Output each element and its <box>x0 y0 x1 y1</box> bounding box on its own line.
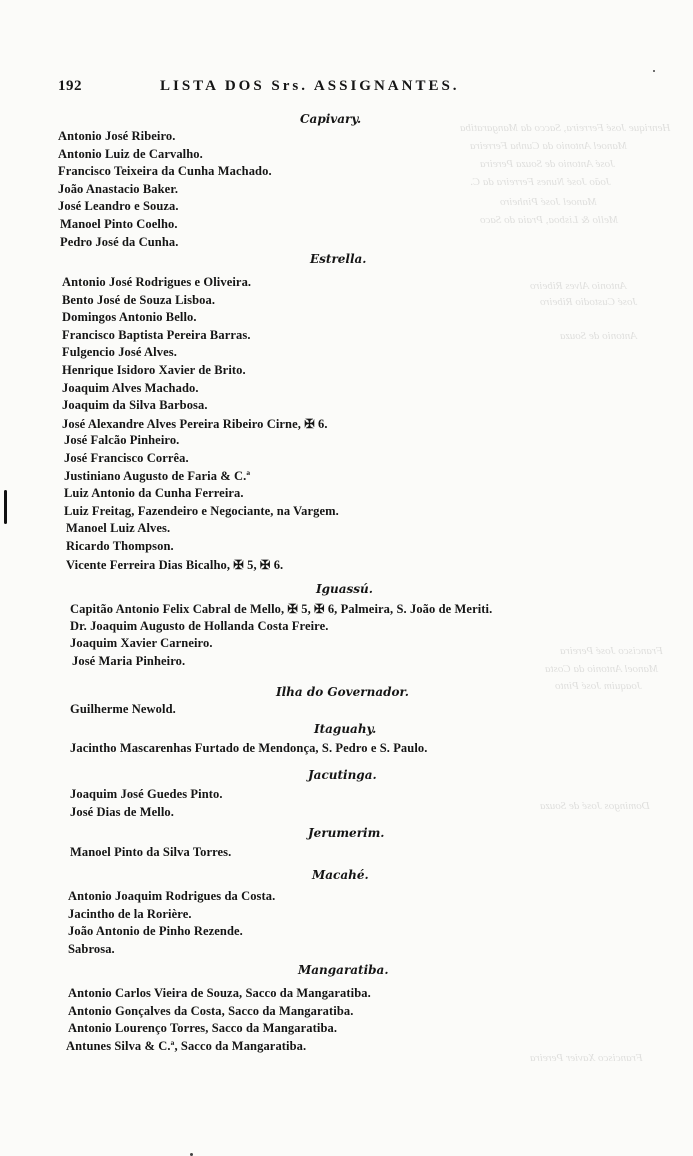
subscriber-entry: Joaquim Alves Machado. <box>62 380 199 395</box>
bleed-through-text: Henrique José Ferreira, Sacco da Mangaratiba <box>460 122 671 134</box>
subscriber-entry: José Maria Pinheiro. <box>72 653 186 668</box>
bleed-through-text: Francisco José Pereira <box>560 645 663 657</box>
running-title: LISTA DOS Srs. ASSIGNANTES. <box>160 78 460 94</box>
subscriber-entry: Antonio Lourenço Torres, Sacco da Mangaratiba. <box>68 1021 338 1036</box>
bleed-through-text: Manoel José Pinheiro <box>500 196 597 208</box>
subscriber-entry: Pedro José da Cunha. <box>60 234 179 249</box>
subscriber-entry: Manoel Pinto da Silva Torres. <box>70 845 232 859</box>
subscriber-entry: Luiz Antonio da Cunha Ferreira. <box>64 486 244 501</box>
subscriber-entry: Sabrosa. <box>68 941 115 956</box>
bleed-through-text: Antonio de Souza <box>560 330 637 342</box>
subscriber-entry: Guilherme Newold. <box>70 702 176 716</box>
section-heading: Mangaratiba. <box>298 963 389 977</box>
bleed-through-text: Joaquim José Pinto <box>555 680 642 692</box>
subscriber-entry: José Falcão Pinheiro. <box>64 433 180 448</box>
subscriber-entry: José Leandro e Souza. <box>58 199 179 214</box>
subscriber-entry: Joaquim José Guedes Pinto. <box>70 787 223 801</box>
ink-speck <box>653 70 655 72</box>
subscriber-entry: João Anastacio Baker. <box>58 181 179 196</box>
subscriber-entry: Vicente Ferreira Dias Bicalho, ✠ 5, ✠ 6. <box>66 557 284 572</box>
subscriber-entry: José Dias de Mello. <box>70 804 174 819</box>
section-heading: Iguassú. <box>316 582 373 596</box>
subscriber-entry: Manoel Luiz Alves. <box>66 521 171 536</box>
subscriber-entry: Bento José de Souza Lisboa. <box>62 292 216 307</box>
page-edge-mark <box>4 490 7 524</box>
subscriber-entry: Joaquim da Silva Barbosa. <box>62 398 208 413</box>
subscriber-entry: Francisco Baptista Pereira Barras. <box>62 327 251 342</box>
subscriber-entry: José Francisco Corrêa. <box>64 451 189 465</box>
subscriber-entry: Antonio José Rodrigues e Oliveira. <box>62 275 252 289</box>
subscriber-entry: Manoel Pinto Coelho. <box>60 217 178 231</box>
subscriber-entry: João Antonio de Pinho Rezende. <box>68 924 243 939</box>
bleed-through-text: Mello & Lisboa, Praia do Saco <box>480 214 619 226</box>
bleed-through-text: Antonio Alves Ribeiro <box>530 280 627 292</box>
subscriber-entry: Justiniano Augusto de Faria & C.ª <box>64 468 251 483</box>
subscriber-entry: Joaquim Xavier Carneiro. <box>70 636 213 651</box>
subscriber-entry: Fulgencio José Alves. <box>62 345 177 360</box>
bleed-through-text: João José Nunes Ferreira da C. <box>470 176 611 188</box>
section-heading: Capivary. <box>300 112 362 126</box>
subscriber-entry: Luiz Freitag, Fazendeiro e Negociante, na Vargem. <box>64 503 339 518</box>
section-heading: Jerumerim. <box>308 826 385 840</box>
bleed-through-text: Manoel Antonio da Costa <box>545 663 659 675</box>
section-heading: Estrella. <box>310 252 367 266</box>
subscriber-entry: Ricardo Thompson. <box>66 539 174 553</box>
subscriber-entry: Antunes Silva & C.ª, Sacco da Mangaratiba. <box>66 1038 307 1053</box>
subscriber-entry: Domingos Antonio Bello. <box>62 310 197 325</box>
subscriber-entry: Francisco Teixeira da Cunha Machado. <box>58 164 272 179</box>
subscriber-entry: Antonio Joaquim Rodrigues da Costa. <box>68 889 276 903</box>
page-header <box>58 78 618 100</box>
subscriber-entry: Jacintho de la Rorière. <box>68 906 192 921</box>
bleed-through-text: José Antonio de Souza Pereira <box>480 158 616 170</box>
subscriber-entry: Capitão Antonio Felix Cabral de Mello, ✠ 5, ✠ 6, Palmeira, S. João de Meriti. <box>70 602 493 616</box>
bleed-through-text: José Custodio Ribeiro <box>540 296 638 308</box>
section-heading: Ilha do Governador. <box>276 685 409 699</box>
bleed-through-text: Francisco Xavier Pereira <box>530 1052 643 1064</box>
bleed-through-text: Manoel Antonio da Cunha Ferreira <box>470 140 628 152</box>
section-heading: Itaguahy. <box>314 722 377 736</box>
section-heading: Jacutinga. <box>308 768 377 782</box>
subscriber-entry: Antonio Luiz de Carvalho. <box>58 146 203 161</box>
subscriber-entry: Dr. Joaquim Augusto de Hollanda Costa Freire. <box>70 618 329 633</box>
bleed-through-text: Domingos José de Souza <box>540 800 650 812</box>
subscriber-entry: Henrique Isidoro Xavier de Brito. <box>62 363 246 377</box>
subscriber-entry: José Alexandre Alves Pereira Ribeiro Cirne, ✠ 6. <box>62 416 328 431</box>
subscriber-entry: Antonio Gonçalves da Costa, Sacco da Mangaratiba. <box>68 1003 354 1018</box>
subscriber-entry: Antonio José Ribeiro. <box>58 129 176 143</box>
subscriber-entry: Antonio Carlos Vieira de Souza, Sacco da Mangaratiba. <box>68 986 371 1000</box>
section-heading: Macahé. <box>312 868 369 882</box>
subscriber-entry: Jacintho Mascarenhas Furtado de Mendonça, S. Pedro e S. Paulo. <box>70 741 428 755</box>
page-number: 192 <box>58 78 82 94</box>
